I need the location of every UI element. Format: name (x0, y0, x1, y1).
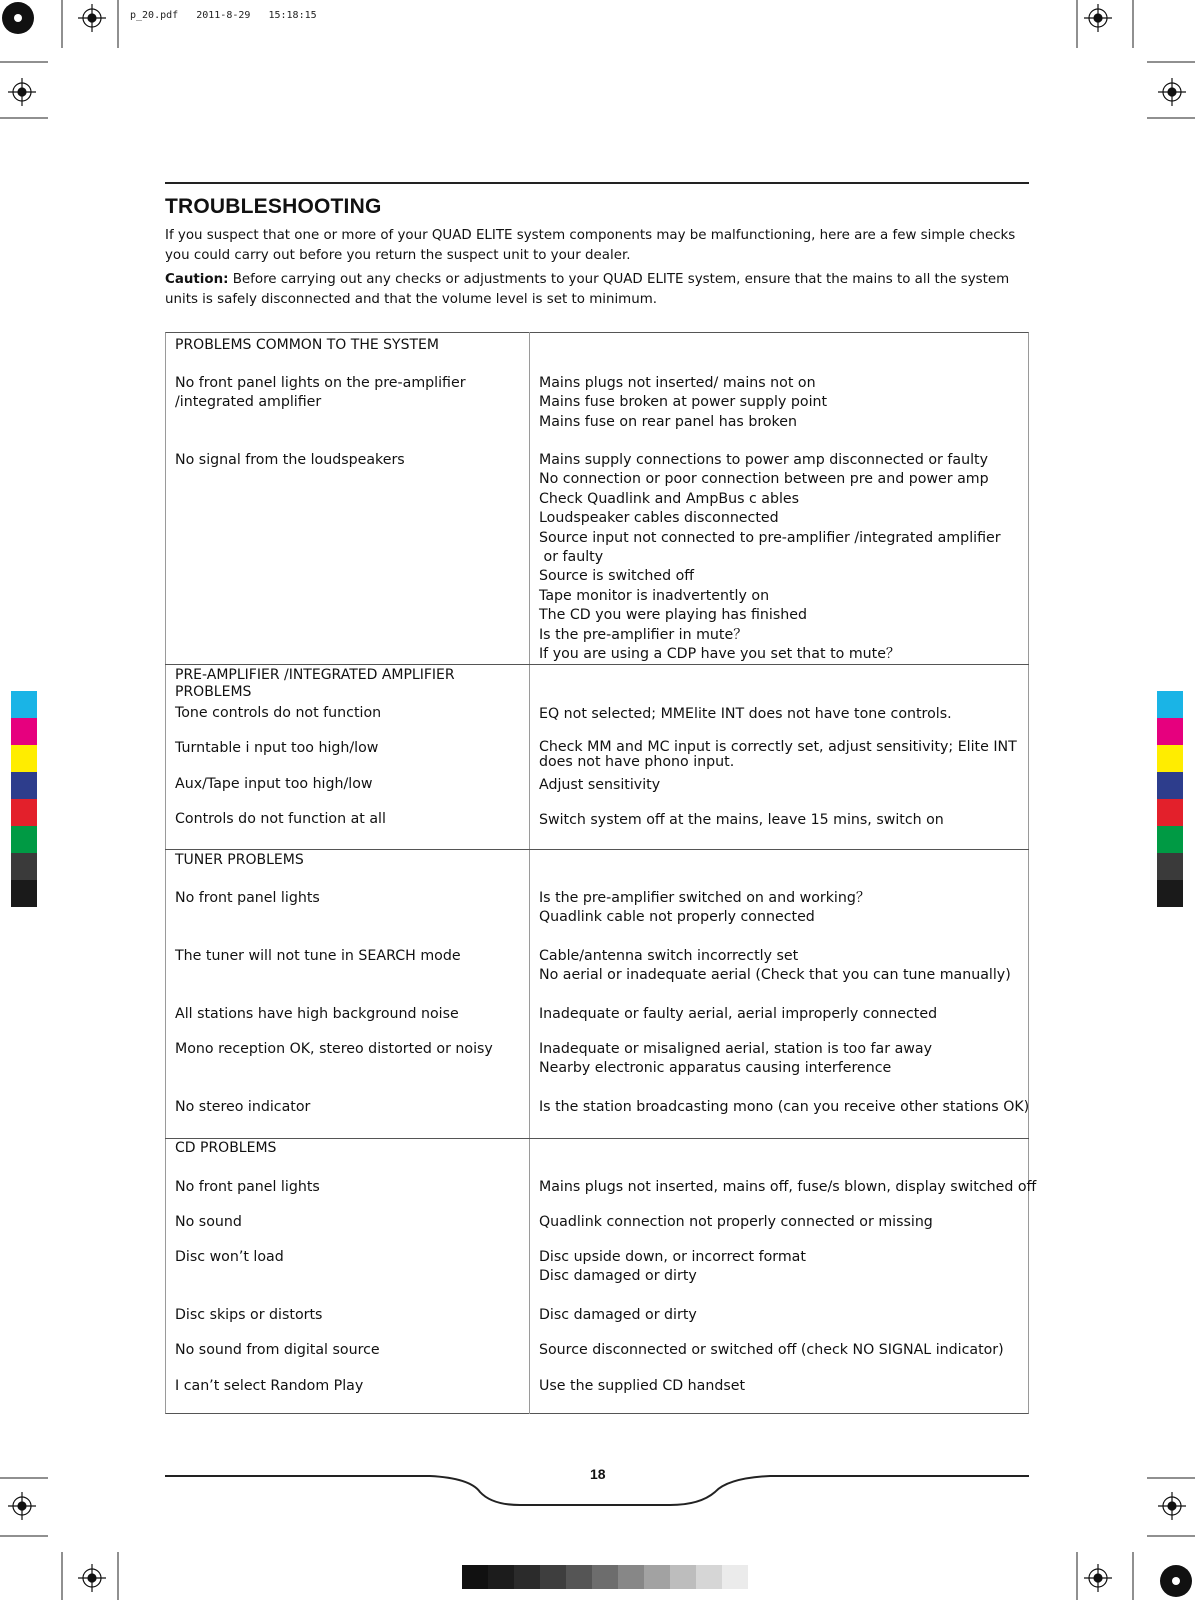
swatch-dark-gray (1157, 853, 1183, 880)
problem-item: Disc skips or distorts (175, 1307, 323, 1323)
cause-line: Mains fuse on rear panel has broken (539, 413, 797, 430)
cause-line: Disc upside down, or incorrect format (539, 1249, 806, 1265)
cause-item: Use the supplied CD handset (539, 1378, 746, 1394)
gray-step (592, 1565, 618, 1589)
swatch-magenta (11, 718, 37, 745)
problem-item: Disc won’t load (175, 1249, 284, 1265)
problem-item: No front panel lights (175, 1179, 320, 1195)
problem-item: Turntable i nput too high/low (175, 740, 379, 756)
cause-list (539, 947, 1011, 986)
problem-item: No front panel lights on the pre-amplifier /integrated amplifier (175, 375, 466, 411)
section-heading-system: PROBLEMS COMMON TO THE SYSTEM (175, 337, 439, 353)
section-heading-tuner: TUNER PROBLEMS (175, 852, 304, 868)
gray-step (566, 1565, 592, 1589)
cause-line: Inadequate or misaligned aerial, station is too far away (539, 1041, 932, 1057)
cause-list (539, 889, 870, 928)
problem-item: No signal from the loudspeakers (175, 452, 405, 468)
cause-line: The CD you were playing has finished (539, 607, 807, 624)
cause-line: or faulty (539, 549, 604, 566)
cause-line: Disc damaged or dirty (539, 1268, 697, 1285)
cause-list (539, 374, 827, 432)
swatch-dark-gray (11, 853, 37, 880)
gray-ramp (462, 1565, 748, 1589)
problem-item: I can’t select Random Play (175, 1378, 364, 1394)
caution-label: Caution: (165, 272, 229, 287)
gray-step (722, 1565, 748, 1589)
section-divider (165, 849, 1029, 850)
cause-line: No aerial or inadequate aerial (Check that you can tune manually) (539, 967, 1011, 984)
cause-line: Mains fuse broken at power supply point (539, 394, 828, 411)
problem-item: Controls do not function at all (175, 811, 386, 827)
cause-line: Check MM and MC input is correctly set, adjust sensitivity; Elite INT (539, 739, 1017, 755)
problem-item: No sound (175, 1214, 242, 1230)
color-bar-right (1157, 691, 1183, 907)
cause-line: Loudspeaker cables disconnected (539, 510, 779, 527)
cause-line: Mains plugs not inserted/ mains not on (539, 375, 816, 391)
cause-line: Tape monitor is inadvertently on (539, 587, 770, 604)
cause-item (539, 740, 1017, 770)
cause-line: Check Quadlink and AmpBus c ables (539, 490, 800, 507)
problem-item: Mono reception OK, stereo distorted or noisy (175, 1041, 493, 1057)
intro-paragraph: If you suspect that one or more of your QUAD ELITE system components may be malfunctioning, here are a few simple checks you could carry out before you return the suspect unit to your dealer. (165, 228, 1016, 263)
swatch-green (1157, 826, 1183, 853)
cause-line: Nearby electronic apparatus causing interference (539, 1060, 892, 1077)
swatch-cyan (1157, 691, 1183, 718)
cause-item: Is the station broadcasting mono (can you receive other stations OK) (539, 1099, 1030, 1115)
problem-item: The tuner will not tune in SEARCH mode (175, 948, 461, 964)
cause-line: Mains supply connections to power amp disconnected or faulty (539, 452, 988, 468)
swatch-magenta (1157, 718, 1183, 745)
swatch-red (1157, 799, 1183, 826)
cause-line: Source input not connected to pre-amplifier /integrated amplifier (539, 529, 1001, 546)
cause-line: Is the pre-amplifier switched on and working？ (539, 890, 871, 906)
cause-item: Mains plugs not inserted, mains off, fuse/s blown, display switched off (539, 1179, 1037, 1195)
swatch-red (11, 799, 37, 826)
cause-item: Switch system off at the mains, leave 15 mins, switch on (539, 812, 944, 828)
color-bar-left (11, 691, 37, 907)
swatch-black (11, 880, 37, 907)
problem-item: No front panel lights (175, 890, 320, 906)
gray-step (540, 1565, 566, 1589)
gray-step (618, 1565, 644, 1589)
swatch-yellow (1157, 745, 1183, 772)
swatch-green (11, 826, 37, 853)
cause-line: If you are using a CDP have you set that to mute？ (539, 646, 901, 663)
cause-item: Source disconnected or switched off (check NO SIGNAL indicator) (539, 1342, 1004, 1358)
problem-item: All stations have high background noise (175, 1006, 459, 1022)
print-slug: p_20.pdf 2011-8-29 15:18:15 (130, 10, 317, 21)
section-heading-preamp: PRE-AMPLIFIER /INTEGRATED AMPLIFIER PROBLEMS (175, 667, 455, 700)
cause-line: Source is switched off (539, 568, 695, 585)
swatch-black (1157, 880, 1183, 907)
title-rule (165, 182, 1029, 184)
swatch-blue (1157, 772, 1183, 799)
swatch-cyan (11, 691, 37, 718)
cause-line: Cable/antenna switch incorrectly set (539, 948, 799, 964)
column-divider (529, 332, 530, 1414)
page-number: 18 (590, 1466, 606, 1482)
gray-step (696, 1565, 722, 1589)
cause-line: Is the pre-amplifier in mute？ (539, 626, 748, 643)
caution-text: Before carrying out any checks or adjustments to your QUAD ELITE system, ensure that the mains to all the system units is safely disconnected and that the volume level is set to minimum. (165, 272, 1010, 307)
page-title: TROUBLESHOOTING (165, 195, 382, 218)
swatch-yellow (11, 745, 37, 772)
section-heading-cd: CD PROBLEMS (175, 1140, 277, 1156)
cause-item: Inadequate or faulty aerial, aerial improperly connected (539, 1006, 938, 1022)
swatch-blue (11, 772, 37, 799)
gray-step (488, 1565, 514, 1589)
cause-item: Disc damaged or dirty (539, 1307, 697, 1323)
gray-step (514, 1565, 540, 1589)
problem-item: Aux/Tape input too high/low (175, 776, 373, 792)
gray-step (462, 1565, 488, 1589)
gray-step (670, 1565, 696, 1589)
problem-item: No stereo indicator (175, 1099, 311, 1115)
cause-item: EQ not selected; MMElite INT does not have tone controls. (539, 706, 952, 722)
cause-line: does not have phono input. (539, 754, 735, 770)
cause-list (539, 1248, 806, 1287)
problem-item: Tone controls do not function (175, 705, 382, 721)
cause-line: Quadlink cable not properly connected (539, 909, 815, 926)
caution-paragraph (165, 270, 1031, 310)
cause-line: No connection or poor connection between pre and power amp (539, 471, 989, 488)
cause-list (539, 1040, 932, 1079)
gray-step (644, 1565, 670, 1589)
problem-item: No sound from digital source (175, 1342, 380, 1358)
cause-list (539, 451, 1001, 664)
cause-item: Quadlink connection not properly connected or missing (539, 1214, 933, 1230)
cause-item: Adjust sensitivity (539, 777, 661, 793)
